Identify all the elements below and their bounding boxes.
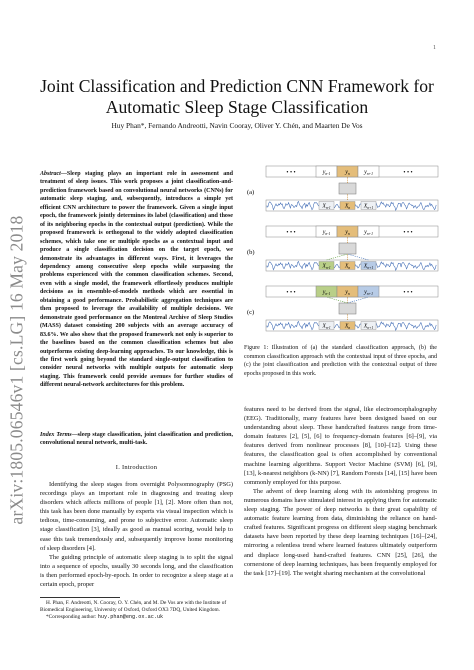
panel-b-input-arrow: [327, 254, 348, 260]
panel-c-output-label: $y_n$: [345, 289, 350, 296]
panel-b-output-label: $y_{n-1}$: [322, 229, 331, 236]
figure-1: [244, 162, 440, 342]
panel-b-input-arrow: [348, 254, 369, 260]
panel-a-input-label: $X_{n+1}$: [363, 203, 374, 210]
right-column-body: [244, 405, 437, 578]
paper-title: Joint Classification and Prediction CNN Framework for Automatic Sleep Stage Classification: [40, 76, 434, 117]
author-list: Huy Phan*, Fernando Andreotti, Navin Cooray, Oliver Y. Chén, and Maarten De Vos: [111, 121, 363, 130]
arxiv-stamp: [2, 150, 32, 590]
panel-c-input-label: $X_{n+1}$: [363, 323, 374, 330]
corresponding-email: huy.phan@eng.ox.ac.uk: [97, 614, 164, 620]
index-terms: [40, 431, 233, 448]
footnote-affiliation: H. Phan, F. Andreotti, N. Cooray, O. Y. Chén, and M. De Vos are with the Institute of Biomedical Engineering, University of Oxford, Oxford OX3 7DQ, United Kingdom.: [40, 600, 227, 613]
body-paragraph: features need to be derived from the signal, like electroencephalography (EEG). Traditionally, many features have been designed based on our understanding about sleep. These handcrafted features range from time-domain features [2], [5], [6] to frequency-domain features [6]–[9], via features derived from nonlinear processes [8], [10]–[12]. Using these features, the classification goal is often accomplished by conventional machine learning algorithms. Support Vector Machine (SVM) [6], [9], [13], k-nearest neighbors (k-NN) [7], Random Forests [14], [15] have been commonly employed for this purpose.: [244, 406, 437, 486]
corresponding-label: *Corresponding author:: [46, 614, 98, 620]
intro-paragraph: The guiding principle of automatic sleep staging is to split the signal into a sequence of epochs, usually 30 seconds long, and the classification is then performed epoch-by-epoch. In order to recognize a sleep stage at a certain epoch, proper: [40, 553, 233, 589]
arxiv-stamp-text: arXiv:1805.06546v1 [cs.LG] 16 May 2018: [6, 215, 27, 525]
panel-a-input-label: $X_n$: [344, 203, 351, 210]
panel-b-dots-left: • • •: [286, 230, 296, 236]
abstract-text: —Sleep staging plays an important role in assessment and treatment of sleep issues. This work proposes a joint classification-and-prediction framework based on convolutional neural networks (CNNs) for automatic sleep staging, and, subsequently, introduces a simple yet efficient CNN architecture to power the framework. Given a single input epoch, the framework jointly determines its label (classification) and those of its neighboring epochs in the contextual output (prediction). While the proposed framework is orthogonal to the widely adopted classification schemes, which take one or multiple epochs as a contextual input and produce a single classification decision on the target epoch, we demonstrate its advantages in different ways. First, it leverages the dependency among consecutive sleep epochs while surpassing the problems experienced with the common classification schemes. Second, even with a single model, the framework effortlessly produces multiple decisions as in ensemble-of-models methods which are essential in obtaining a good performance. Probabilistic aggregation techniques are then proposed to leverage the availability of multiple decisions. We demonstrate good performance on the Montreal Archive of Sleep Studies (MASS) dataset consisting 200 subjects with an average accuracy of 83.6%. We also show that the proposed framework not only is superior to the baselines based on the common classification schemes but also outperforms existing deep-learning approaches. To our knowledge, this is the first work going beyond the standard single-output classification to consider neural networks with multiple outputs for automatic sleep staging. This framework could provide avenues for further studies of different neural-network architectures for this problem.: [40, 171, 233, 389]
panel-b-input-label: $X_n$: [344, 263, 351, 270]
panel-c-dots-right: • • •: [403, 290, 413, 296]
panel-c-dots-left: • • •: [286, 290, 296, 296]
panel-c-output-label: $y_{n+1}$: [364, 289, 373, 296]
panel-a-output-label: $y_n$: [345, 169, 350, 176]
panel-a-input-label: $X_{n-1}$: [322, 203, 331, 210]
panel-b-output-label: $y_{n+1}$: [364, 229, 373, 236]
page-number: 1: [433, 45, 436, 51]
panel-c-model-box: [339, 303, 356, 314]
panel-a-label: (a): [247, 189, 255, 196]
panel-c-label: (c): [247, 309, 255, 316]
panel-a-output-label: $y_{n-1}$: [322, 169, 331, 176]
panel-b-model-box: [339, 243, 356, 254]
panel-c-output-label: $y_{n-1}$: [322, 289, 331, 296]
panel-b-input-label: $X_{n-1}$: [322, 263, 331, 270]
panel-b-input-label: $X_{n+1}$: [363, 263, 374, 270]
panel-b-label: (b): [247, 249, 255, 256]
intro-paragraph: Identifying the sleep stages from overnight Polysomnography (PSG) recordings plays an important role in diagnosing and treating sleep disorders which affects millions of people [1], [2]. More often than not, this task has been done manually by experts via visual inspection which is tedious, time-consuming, and prone to subjective error. Automatic sleep stage classification [3], ideally as good as manual scoring, would help to ease this task tremendously and, subsequently improve home monitoring of sleep disorders [4].: [40, 481, 233, 552]
abstract-label: Abstract: [40, 171, 61, 177]
section-heading: I. Introduction: [115, 464, 158, 471]
panel-c-output-arrow: [327, 297, 348, 303]
figure-caption: Figure 1: Illustration of (a) the standard classification approach, (b) the common classification approach with the contextual input of three epochs, and (c) the joint classification and prediction with the contextual output of three epochs proposed in this work.: [244, 345, 437, 378]
panel-a-dots-right: • • •: [403, 170, 413, 176]
footnote: [40, 600, 233, 621]
abstract: [40, 170, 233, 390]
index-terms-label: Index Terms: [40, 432, 72, 438]
panel-b-output-label: $y_n$: [345, 229, 350, 236]
body-paragraph: The advent of deep learning along with its astonishing progress in numerous domains have stimulated interest in applying them for automatic sleep staging. The power of deep networks is their great capability of automatic feature learning from data, diminishing the reliance on hand-crafted features. Significant progress on different sleep staging benchmark datasets have been reported by these deep learning techniques [16]–[24], mirroring a relentless trend where learned features ultimately outperform and displace long-used hand-crafted features. CNN [25], [26], the cornerstone of deep learning techniques, has been frequently employed for the task [17]–[19]. The weight sharing mechanism at the convolutional: [244, 487, 437, 577]
panel-c-input-label: $X_n$: [344, 323, 351, 330]
introduction-body: [40, 480, 233, 589]
index-terms-text: —sleep stage classification, joint classification and prediction, convolutional neural network, multi-task.: [40, 432, 233, 447]
footnote-corresponding: [40, 614, 233, 621]
panel-c-output-arrow: [348, 297, 369, 303]
panel-a-model-box: [339, 183, 356, 194]
panel-b-dots-right: • • •: [403, 230, 413, 236]
panel-a-output-label: $y_{n+1}$: [364, 169, 373, 176]
panel-c-input-label: $X_{n-1}$: [322, 323, 331, 330]
footnote-rule: [40, 597, 120, 598]
panel-a-dots-left: • • •: [286, 170, 296, 176]
